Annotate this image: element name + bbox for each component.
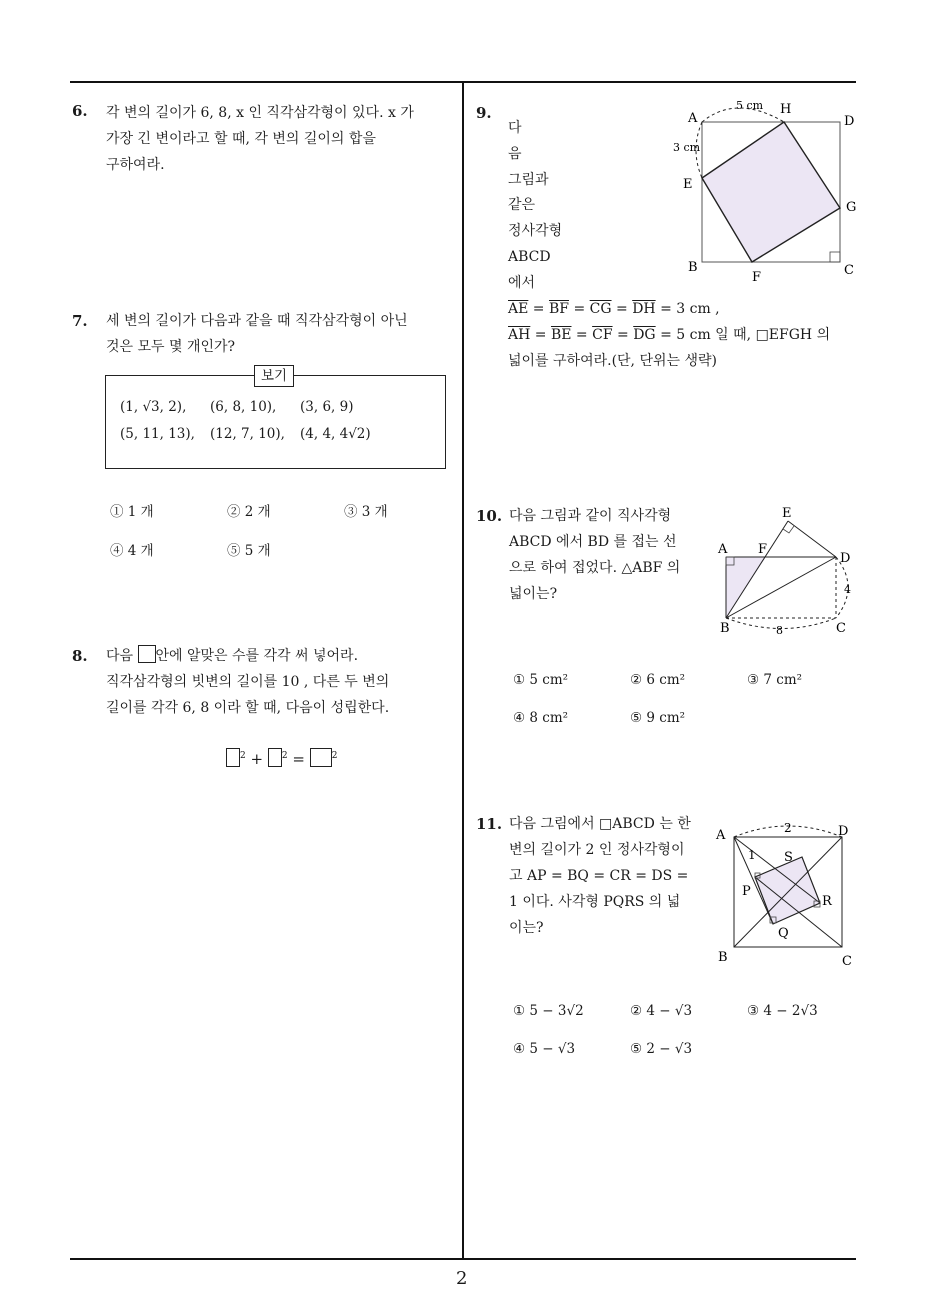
segment-AE: $\overline{AE}$ [508, 301, 529, 317]
choice-3[interactable]: ③ 3 개 [344, 504, 388, 520]
q11-line: 1 이다. 사각형 PQRS 의 넓 [509, 894, 681, 910]
length-4: 4 [844, 583, 851, 596]
bogi-item: (6, 8, 10), [210, 399, 277, 415]
q9-word: 그림과 [508, 171, 549, 188]
q8-line-1 [106, 643, 389, 669]
label-R: R [822, 894, 832, 909]
segment-DH: $\overline{DH}$ [632, 301, 656, 317]
q9-word: 음 [508, 145, 522, 162]
q9-text [508, 296, 830, 374]
answer-blank-box[interactable] [226, 748, 240, 767]
label-F: F [752, 270, 762, 285]
label-D: D [844, 114, 855, 129]
answer-blank-box[interactable] [138, 645, 156, 663]
q7-text [106, 308, 408, 360]
q9-vertical-text [508, 116, 562, 297]
q10-figure [712, 505, 862, 640]
square-PQRS [755, 857, 820, 924]
answer-blank-box[interactable] [268, 748, 282, 767]
q6-line: 각 변의 길이가 6, 8, x 인 직각삼각형이 있다. x 가 [106, 105, 414, 121]
plus-sign: + [250, 750, 264, 768]
label-P: P [742, 884, 751, 899]
segment-AH: $\overline{AH}$ [508, 327, 531, 343]
choice-3[interactable]: ③ 4 − 2√3 [747, 1003, 818, 1019]
segment-DG: $\overline{DG}$ [633, 327, 656, 343]
choice-4[interactable]: ④ 4 개 [110, 543, 154, 559]
choice-4[interactable]: ④ 5 − √3 [513, 1041, 576, 1057]
q11-line: 다음 그림에서 □ABCD 는 한 [509, 816, 691, 832]
label-G: G [846, 200, 857, 215]
page-number: 2 [456, 1268, 468, 1289]
q11-number: 11. [476, 815, 503, 833]
segment-BF: $\overline{BF}$ [548, 301, 569, 317]
q8-line1-a: 다음 [106, 648, 134, 664]
choice-2[interactable]: ② 2 개 [227, 504, 271, 520]
q8-number: 8. [72, 647, 88, 665]
q7-choices [110, 500, 450, 560]
length-2: 2 [784, 821, 792, 835]
q9-number: 9. [476, 104, 492, 122]
exponent: 2 [281, 751, 288, 761]
q7-number: 7. [72, 312, 88, 330]
q9-word: 정사각형 [508, 223, 563, 240]
q10-line: 다음 그림과 같이 직사각형 [509, 508, 672, 524]
length-3cm: 3 cm [673, 141, 701, 154]
q8-equation [226, 748, 337, 768]
q9-word: 같은 [508, 197, 536, 214]
choice-1[interactable]: ① 5 cm² [513, 672, 569, 688]
q10-text [509, 503, 680, 607]
q9-word: ABCD [508, 248, 551, 265]
choice-5[interactable]: ⑤ 5 개 [227, 543, 271, 559]
q10-line: ABCD 에서 BD 를 접는 선 [509, 534, 677, 550]
label-F: F [758, 542, 768, 557]
q7-line: 세 변의 길이가 다음과 같을 때 직각삼각형이 아닌 [106, 313, 408, 329]
q10-line: 으로 하여 접었다. △ABF 의 [509, 560, 681, 576]
column-divider [462, 81, 464, 1259]
q6-line: 구하여라. [106, 157, 165, 173]
q9-line-a: $\overline{AE} = \overline{BF} = \overline{CG} = \overline{DH} = 3$ cm , [508, 301, 720, 317]
q9-line-b-tail: = 5 cm 일 때, □EFGH 의 [660, 327, 831, 343]
choice-3[interactable]: ③ 7 cm² [747, 672, 803, 688]
q9-word: 에서 [508, 274, 536, 291]
q11-line: 고 AP = BQ = CR = DS = [509, 868, 689, 884]
label-B: B [720, 621, 730, 636]
label-C: C [842, 954, 852, 969]
bogi-item: (12, 7, 10), [210, 426, 285, 442]
q11-figure [710, 815, 860, 970]
exponent: 2 [240, 751, 246, 761]
choice-1[interactable]: ① 5 − 3√2 [513, 1003, 584, 1019]
label-B: B [688, 260, 698, 275]
label-D: D [838, 824, 849, 839]
q8-line: 직각삼각형의 빗변의 길이를 10 , 다른 두 변의 [106, 674, 390, 690]
folded-ED [788, 521, 836, 557]
label-E: E [683, 177, 693, 192]
bogi-box [105, 375, 446, 469]
q9-word: 다 [508, 120, 522, 136]
q10-choices [513, 672, 853, 732]
segment-CF: $\overline{CF}$ [592, 327, 613, 343]
label-H: H [780, 102, 792, 117]
q9-line-b: $\overline{AH} = \overline{BE} = \overline{CF} = \overline{DG} = 5$ cm 일 때, □EFGH 의 [508, 327, 831, 343]
length-8: 8 [776, 624, 783, 637]
right-angle-mark [830, 252, 840, 262]
q10-number: 10. [476, 507, 503, 525]
label-C: C [836, 621, 846, 636]
answer-blank-box[interactable] [310, 748, 332, 767]
label-D: D [840, 551, 851, 566]
q11-line: 변의 길이가 2 인 정사각형이 [509, 842, 685, 858]
choice-2[interactable]: ② 6 cm² [630, 672, 686, 688]
q6-text [106, 100, 414, 178]
exponent: 2 [331, 751, 338, 761]
length-5cm: 5 cm [736, 99, 764, 112]
length-1: 1 [748, 848, 756, 862]
segment-BE: $\overline{BE}$ [550, 327, 572, 343]
bottom-rule [70, 1258, 856, 1260]
bogi-row-1 [120, 399, 440, 419]
label-B: B [718, 950, 728, 965]
q9-figure [668, 92, 864, 288]
choice-1[interactable]: ① 1 개 [110, 504, 154, 520]
q10-line: 넓이는? [509, 586, 558, 602]
q6-number: 6. [72, 102, 88, 120]
bogi-item: (4, 4, 4√2) [300, 426, 371, 442]
q8-line1-b: 안에 알맞은 수를 각각 써 넣어라. [155, 648, 359, 664]
q11-text [509, 811, 691, 941]
choice-2[interactable]: ② 4 − √3 [630, 1003, 693, 1019]
q8-line: 길이를 각각 6, 8 이라 할 때, 다음이 성립한다. [106, 700, 390, 716]
q7-line: 것은 모두 몇 개인가? [106, 339, 236, 355]
segment-CG: $\overline{CG}$ [589, 301, 612, 317]
label-C: C [844, 263, 854, 278]
q9-line-c: 넓이를 구하여라.(단, 단위는 생략) [508, 353, 717, 369]
bogi-item: (1, √3, 2), [120, 399, 187, 415]
q11-line: 이는? [509, 920, 544, 936]
q11-choices [513, 1003, 853, 1063]
choice-5[interactable]: ⑤ 9 cm² [630, 710, 686, 726]
label-A: A [718, 542, 728, 557]
choice-4[interactable]: ④ 8 cm² [513, 710, 569, 726]
label-Q: Q [778, 926, 789, 941]
label-A: A [688, 111, 698, 126]
q8-text [106, 643, 389, 721]
label-A: A [716, 828, 726, 843]
q6-line: 가장 긴 변이라고 할 때, 각 변의 길이의 합을 [106, 131, 376, 147]
bogi-item: (5, 11, 13), [120, 426, 195, 442]
bogi-item: (3, 6, 9) [300, 399, 354, 415]
label-E: E [782, 506, 792, 521]
square-EFGH [702, 122, 840, 262]
choice-5[interactable]: ⑤ 2 − √3 [630, 1041, 693, 1057]
bogi-row-2 [120, 426, 440, 446]
label-S: S [784, 850, 793, 865]
q9-line-a-tail: = 3 cm , [660, 301, 720, 317]
equals-sign: = [292, 750, 305, 768]
bogi-title: 보기 [254, 365, 294, 387]
